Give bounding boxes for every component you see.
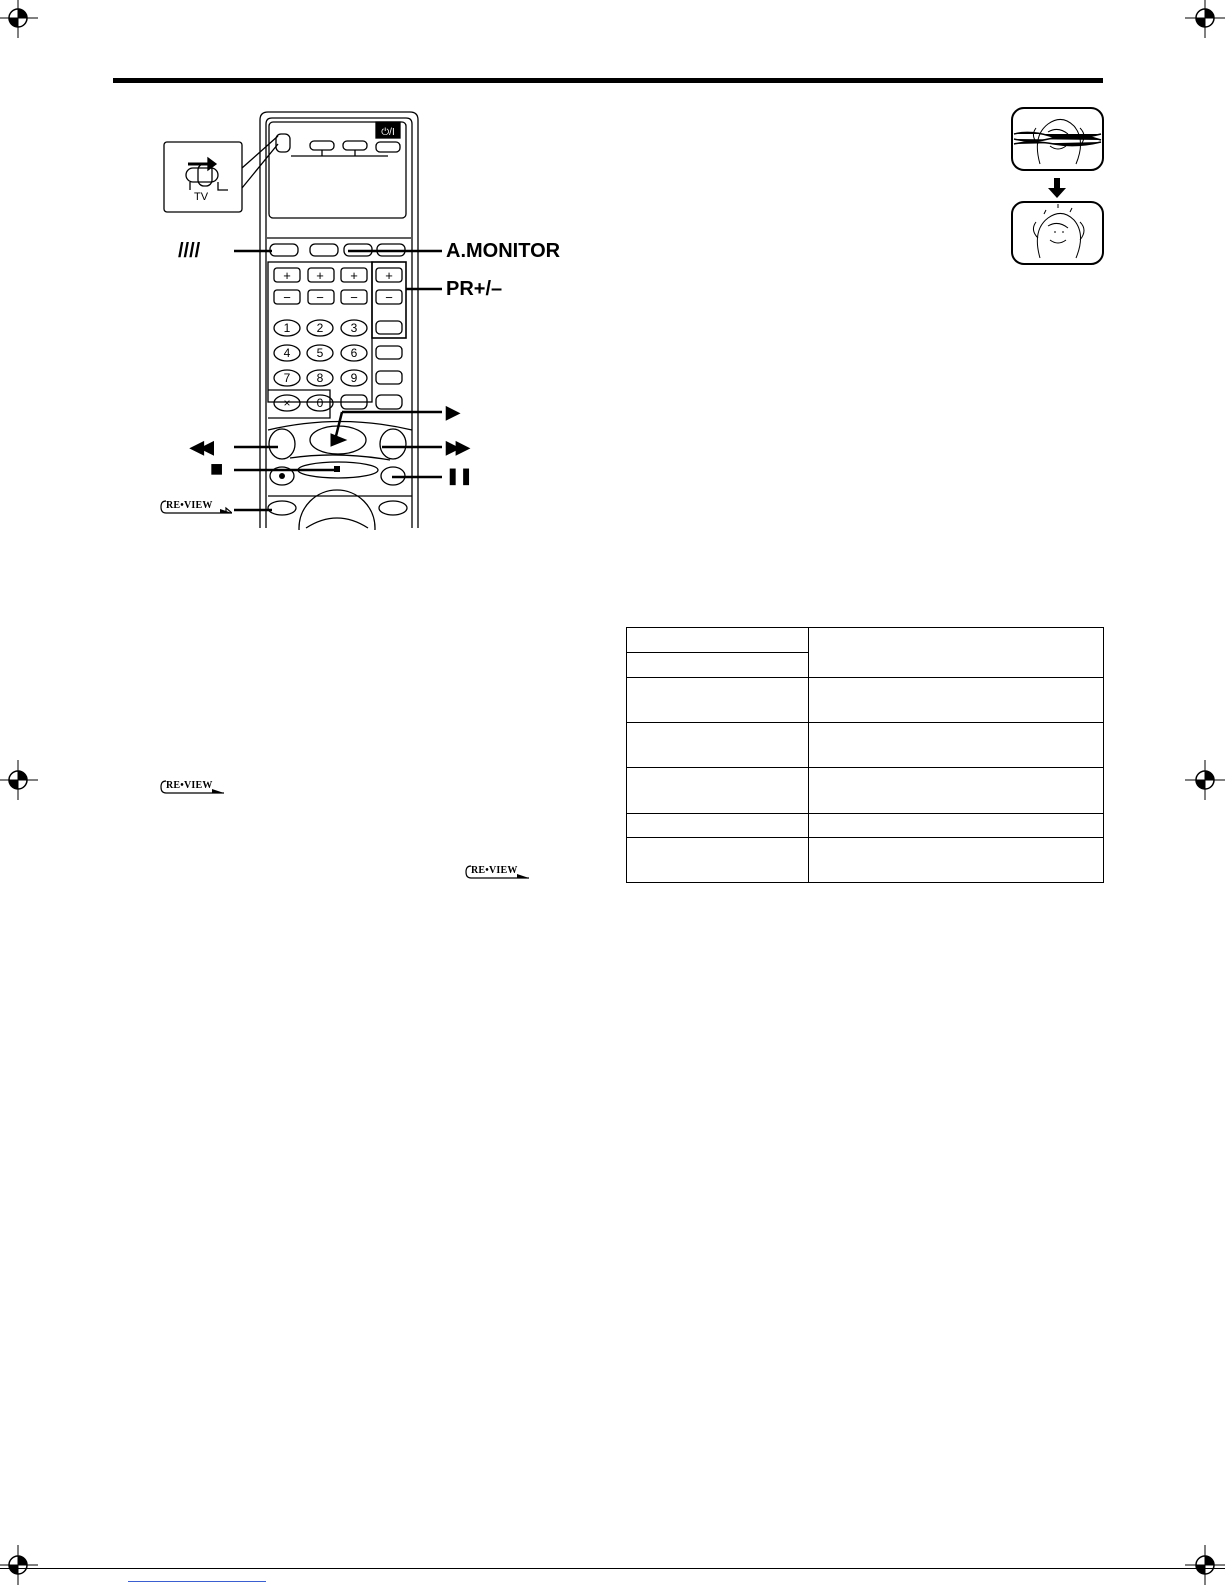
review-logo-inline: RE•VIEW [160,780,224,794]
key-1: 1 [283,321,291,335]
table-cell [809,628,1104,678]
pr-plus-minus-callout: PR+/– [446,278,503,300]
play-callout: ▶ [446,402,460,422]
table-cell [809,838,1104,883]
table-cell [627,628,809,653]
key-5: 5 [316,346,324,360]
tv-vcr-callout: //// [178,240,201,262]
key-2: 2 [316,321,324,335]
table-cell [627,653,809,678]
table-cell [627,814,809,838]
svg-text:+: + [283,268,291,283]
svg-text:⏻/I: ⏻/I [381,127,395,138]
spec-table [626,627,1104,883]
table-cell [627,723,809,768]
footer-rule [0,1568,1225,1569]
key-9: 9 [350,371,358,385]
tv-label: TV [193,191,209,203]
table-row [627,768,1104,814]
svg-text:+: + [385,268,393,283]
table-cell [809,768,1104,814]
registration-mark-icon [1185,0,1225,38]
svg-text:+: + [316,268,324,283]
table-row [627,723,1104,768]
tv-screen-noise-illustration [1010,106,1105,266]
table-row [627,814,1104,838]
svg-text:−: − [316,290,324,305]
svg-text:−: − [283,290,291,305]
key-7: 7 [283,371,291,385]
review-logo-inline: RE•VIEW [465,865,529,879]
table-row [627,678,1104,723]
key-4: 4 [283,346,291,360]
footer-link-underline [128,1581,266,1582]
registration-mark-icon [0,760,38,800]
table-cell [809,723,1104,768]
table-row [627,628,1104,653]
rewind-callout: ◀◀ [190,437,210,457]
table-cell [809,678,1104,723]
key-8: 8 [316,371,324,385]
key-0: 0 [316,396,324,410]
svg-text:−: − [385,290,393,305]
key-3: 3 [350,321,358,335]
pause-callout: ❚❚ [446,468,473,485]
key-6: 6 [350,346,358,360]
review-logo: RE•VIEW [160,500,232,514]
table-cell [627,768,809,814]
callout-leader-lines [0,0,560,540]
svg-text:+: + [350,268,358,283]
stop-callout: ■ [210,456,224,481]
key-cancel: × [283,396,291,410]
registration-mark-icon [1185,760,1225,800]
registration-mark-icon [1185,1545,1225,1585]
a-monitor-callout: A.MONITOR [446,240,561,262]
registration-mark-icon [0,1545,38,1585]
svg-text:−: − [350,290,358,305]
table-cell [627,678,809,723]
fast-forward-callout: ▶▶ [446,437,466,457]
table-cell [627,838,809,883]
table-row [627,838,1104,883]
table-cell [809,814,1104,838]
